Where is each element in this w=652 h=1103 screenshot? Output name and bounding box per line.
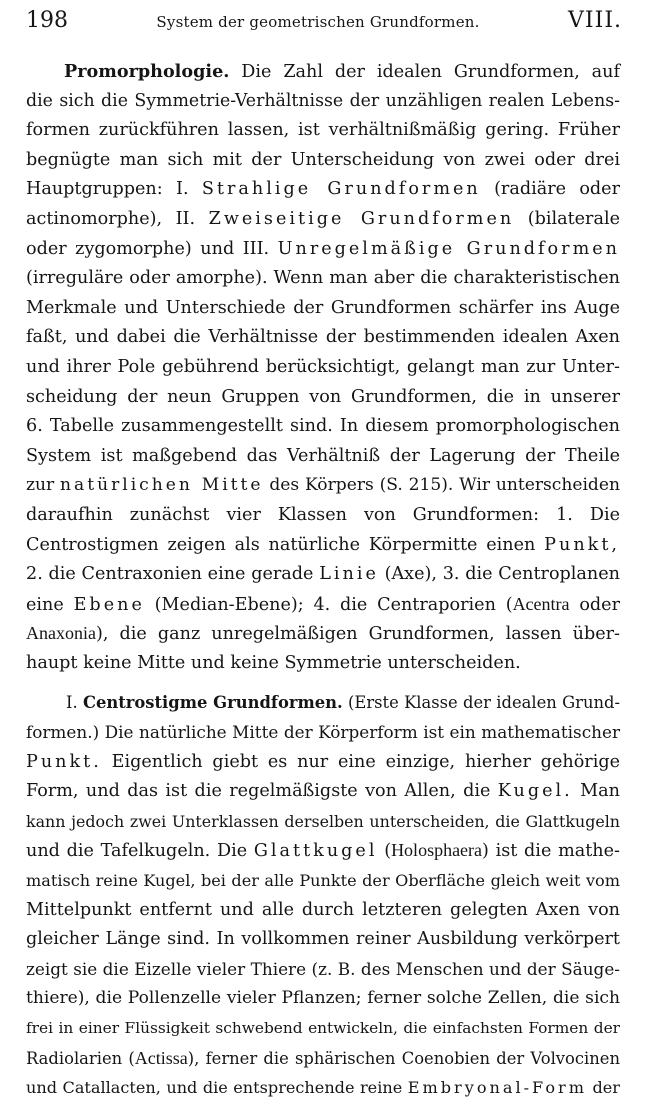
text-line: daraufhin zunächst vier Klassen von Grundformen: 1. Die <box>26 504 620 525</box>
emphasis: Glattkugel <box>253 841 378 862</box>
text-line: oder zygomorphe) und III. Unregelmäßige Grundformen <box>26 238 620 259</box>
text-line: Form, und das ist die regelmäßigste von Allen, die Kugel. Man <box>26 781 621 802</box>
latin-term: Anaxonia <box>26 623 96 644</box>
emphasis: Embryonal-Form <box>407 1078 587 1098</box>
text-line: haupt keine Mitte und keine Symmetrie unterscheiden. <box>26 652 521 673</box>
page-number: 198 <box>26 8 68 33</box>
text-line: faßt, und dabei die Verhältnisse der bestimmenden idealen Axen <box>26 327 620 348</box>
text-line: System ist maßgebend das Verhältniß der Lagerung der Theile <box>26 445 620 466</box>
section-heading: Centrostigme Grundformen. <box>82 693 343 713</box>
text-line: (irreguläre oder amorphe). Wenn man aber die charakteristischen <box>26 268 620 289</box>
paragraph-promorphologie <box>26 57 620 678</box>
text-line: und Catallacten, und die entsprechende reine Embryonal-Form der <box>26 1078 620 1098</box>
page-body <box>26 57 620 1103</box>
latin-term: Holosphaera <box>391 840 483 861</box>
latin-term: Actissa <box>134 1047 188 1068</box>
text-line: 2. die Centraxonien eine gerade Linie (Axe), 3. die Centroplanen <box>26 564 620 585</box>
emphasis: Linie <box>319 564 379 585</box>
text-line: zeigt sie die Eizelle vieler Thiere (z. B. des Menschen und der Säuge- <box>26 958 620 979</box>
text-line: scheidung der neun Gruppen von Grundformen, die in unserer <box>26 386 620 407</box>
emphasis: Punkt. <box>26 751 102 772</box>
text-line: formen.) Die natürliche Mitte der Körperform ist ein mathematischer <box>26 722 620 743</box>
text-line: Mittelpunkt entfernt und alle durch letzteren gelegten Axen von <box>26 899 620 920</box>
text-line: kann jedoch zwei Unterklassen derselben unterscheiden, die Glattkugeln <box>26 811 620 831</box>
paragraph-centrostigme <box>26 688 620 1102</box>
running-title: System der geometrischen Grundformen. <box>156 13 480 31</box>
emphasis: Ebene <box>73 594 145 615</box>
emphasis: Punkt, <box>544 534 620 555</box>
chapter-number: VIII. <box>568 8 622 33</box>
text-line: actinomorphe), II. Zweiseitige Grundformen (bilaterale <box>26 208 620 229</box>
text-line: Merkmale und Unterschiede der Grundformen schärfer ins Auge <box>26 297 620 318</box>
page-header <box>26 8 622 44</box>
text-line: zur natürlichen Mitte des Körpers (S. 215). Wir unterscheiden <box>26 475 621 496</box>
text-line: Centrostigmen zeigen als natürliche Körpermitte einen Punkt, <box>26 534 620 555</box>
text-line: Punkt. Eigentlich giebt es nur eine einzige, hierher gehörige <box>26 751 620 772</box>
text-line: gleicher Länge sind. In vollkommen reiner Ausbildung verkörpert <box>26 929 620 950</box>
emphasis: natürlichen Mitte <box>60 475 264 496</box>
emphasis: Unregelmäßige Grundformen <box>277 238 620 259</box>
text-line: I. Centrostigme Grundformen. (Erste Klasse der idealen Grund- <box>66 693 620 713</box>
latin-term: Acentra <box>512 593 570 614</box>
text-line: und die Tafelkugeln. Die Glattkugel (Holosphaera) ist die mathe- <box>26 840 620 862</box>
text-line: Promorphologie. Die Zahl der idealen Grundformen, auf <box>64 61 621 82</box>
text-line: frei in einer Flüssigkeit schwebend entwickeln, die einfachsten Formen der <box>26 1019 620 1037</box>
text-line: Anaxonia), die ganz unregelmäßigen Grundformen, lassen über- <box>26 623 620 645</box>
text-line: die sich die Symmetrie-Verhältnisse der unzähligen realen Lebens- <box>26 90 620 111</box>
emphasis: Strahlige Grundformen <box>201 179 481 200</box>
text-line: und ihrer Pole gebührend berücksichtigt, gelangt man zur Unter- <box>26 356 620 377</box>
section-numeral: I. <box>66 693 78 713</box>
section-heading: Promorphologie. <box>64 61 230 82</box>
text-line: matisch reine Kugel, bei der alle Punkte der Oberfläche gleich weit vom <box>26 871 620 891</box>
text-line: formen zurückführen lassen, ist verhältnißmäßig gering. Früher <box>26 120 620 141</box>
text-line: 6. Tabelle zusammengestellt sind. In diesem promorphologischen <box>26 416 620 437</box>
text-line: Radiolarien (Actissa), ferner die sphärischen Coenobien der Volvocinen <box>26 1047 620 1068</box>
text-line: thiere), die Pollenzelle vieler Pflanzen; ferner solche Zellen, die sich <box>26 988 620 1009</box>
text-line: eine Ebene (Median-Ebene); 4. die Centraporien (Acentra oder <box>26 593 621 615</box>
text-line: begnügte man sich mit der Unterscheidung von zwei oder drei <box>26 149 620 170</box>
text-line: Hauptgruppen: I. Strahlige Grundformen (radiäre oder <box>26 179 620 200</box>
emphasis: Kugel. <box>497 781 573 802</box>
emphasis: Zweiseitige Grundformen <box>208 208 515 229</box>
